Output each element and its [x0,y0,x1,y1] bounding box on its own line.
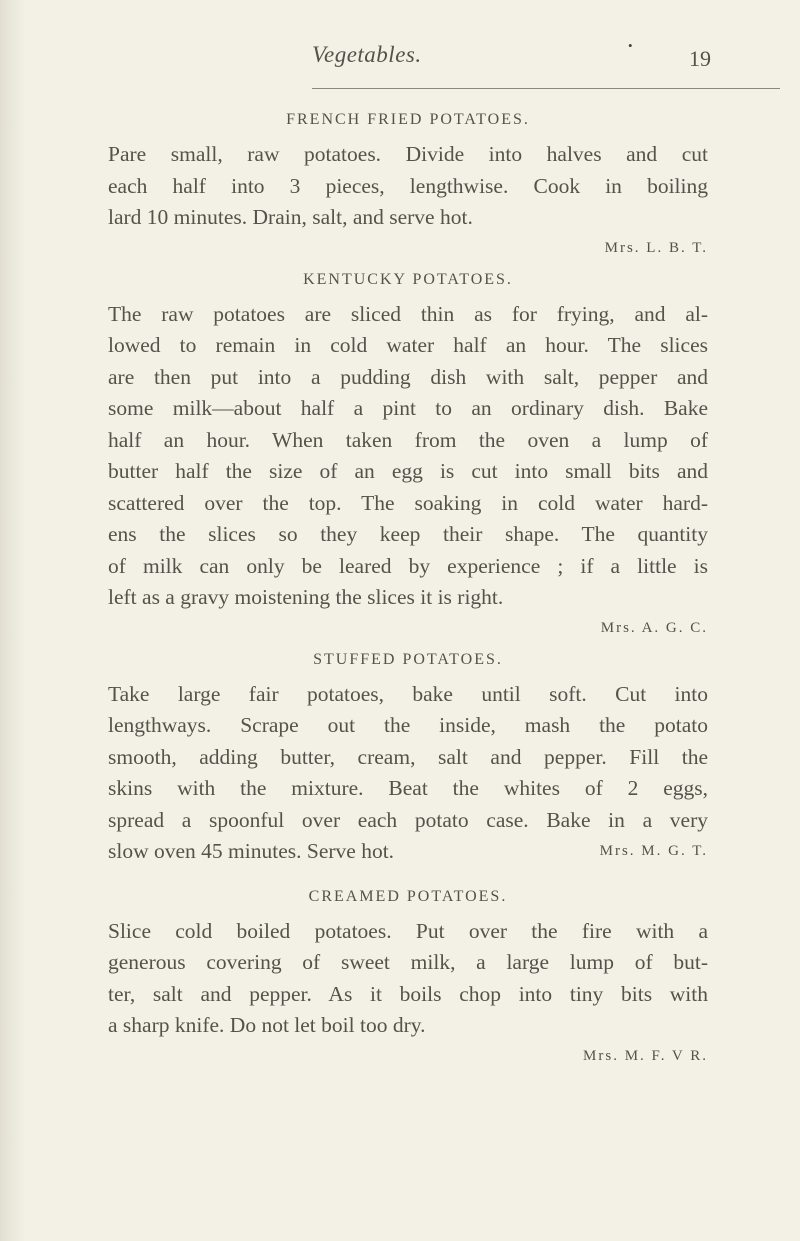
page-number: 19 [689,46,711,71]
recipe-body [108,679,708,868]
page-header [0,38,800,82]
recipe-line: spread a spoonful over each potato case. Bake in a very [108,807,708,832]
recipe-signature: Mrs. L. B. T. [604,239,708,256]
recipe-line: each half into 3 pieces, lengthwise. Cook in boiling [108,173,708,198]
recipe-list [108,111,708,1079]
recipe-stuffed-potatoes [108,651,708,888]
recipe-line: lowed to remain in cold water half an hour. The slices [108,333,708,357]
recipe-title: KENTUCKY POTATOES. [303,270,513,288]
recipe-line-with-signature [108,836,708,868]
recipe-line: butter half the size of an egg is cut into small bits and [108,459,708,483]
recipe-french-fried-potatoes [108,111,708,257]
recipe-line: ens the slices so they keep their shape. The quantity [108,522,708,546]
recipe-signature: Mrs. M. F. V R. [583,1047,708,1064]
recipe-line: slow oven 45 minutes. Serve hot. [108,839,395,863]
recipe-line: lard 10 minutes. Drain, salt, and serve hot. [108,205,473,229]
recipe-signature: Mrs. M. G. T. [599,843,708,859]
recipe-line: some milk—about half a pint to an ordinary dish. Bake [108,396,708,420]
ornament-mark: • [628,38,633,53]
recipe-line: generous covering of sweet milk, a large lump of but- [108,950,708,974]
recipe-line: scattered over the top. The soaking in cold water hard- [108,490,708,515]
recipe-line: Take large fair potatoes, bake until soft. Cut into [108,681,708,706]
recipe-body [108,299,708,614]
recipe-line: of milk can only be leared by experience ; if a little is [108,553,708,578]
recipe-body [108,139,708,234]
recipe-line: skins with the mixture. Beat the whites of 2 eggs, [108,776,708,800]
recipe-kentucky-potatoes [108,271,708,637]
recipe-line: ter, salt and pepper. As it boils chop into tiny bits with [108,981,708,1006]
recipe-body [108,916,708,1042]
recipe-title: FRENCH FRIED POTATOES. [286,111,530,128]
recipe-line: are then put into a pudding dish with salt, pepper and [108,364,708,389]
header-rule [312,88,780,89]
recipe-line: half an hour. When taken from the oven a lump of [108,427,708,452]
running-title: Vegetables. [312,42,422,67]
recipe-line: a sharp knife. Do not let boil too dry. [108,1013,426,1037]
recipe-line: Slice cold boiled potatoes. Put over the fire with a [108,918,708,943]
recipe-line: smooth, adding butter, cream, salt and pepper. Fill the [108,744,708,769]
recipe-line: Pare small, raw potatoes. Divide into halves and cut [108,142,708,166]
recipe-creamed-potatoes [108,888,708,1065]
recipe-line: The raw potatoes are sliced thin as for frying, and al- [108,301,708,326]
page-edge-shadow [0,0,26,1241]
recipe-title: CREAMED POTATOES. [308,887,508,905]
recipe-line: left as a gravy moistening the slices it is right. [108,585,504,609]
recipe-signature: Mrs. A. G. C. [600,619,708,636]
recipe-line: lengthways. Scrape out the inside, mash the potato [108,713,708,737]
recipe-title: STUFFED POTATOES. [313,650,503,668]
